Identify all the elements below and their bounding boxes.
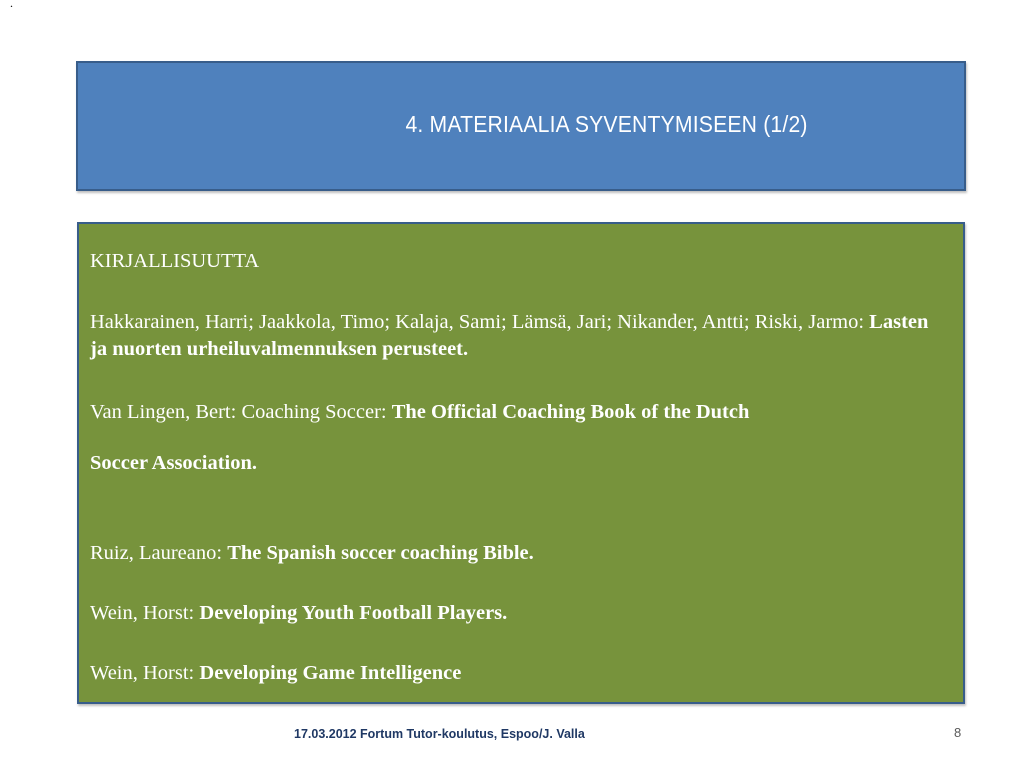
- title-box: [76, 61, 966, 191]
- reference-authors: Hakkarainen, Harri; Jaakkola, Timo; Kalaja, Sami; Lämsä, Jari; Nikander, Antti; Riski, Jarmo:: [90, 311, 870, 333]
- reference-title: Lasten ja nuorten urheiluvalmennuksen perusteet.: [90, 311, 929, 360]
- reference-title: Soccer Association.: [90, 452, 258, 474]
- reference-authors: Wein, Horst:: [90, 662, 200, 684]
- reference-entry: [90, 399, 943, 426]
- slide-title: 4. MATERIAALIA SYVENTYMISEEN (1/2): [405, 111, 808, 137]
- reference-entry: [90, 309, 943, 363]
- page-number: 8: [954, 725, 962, 740]
- footer-text: 17.03.2012 Fortum Tutor-koulutus, Espoo/J. Valla: [294, 727, 585, 741]
- reference-entry: [90, 660, 943, 687]
- content-box: [77, 222, 965, 704]
- reference-title-continued: [90, 450, 943, 477]
- reference-entry: [90, 540, 943, 567]
- reference-entry: [90, 600, 943, 627]
- reference-authors: Ruiz, Laureano:: [90, 542, 228, 564]
- reference-title: The Official Coaching Book of the Dutch: [391, 401, 750, 423]
- reference-authors: Van Lingen, Bert: Coaching Soccer:: [90, 401, 392, 423]
- section-heading: KIRJALLISUUTTA: [90, 250, 260, 272]
- corner-marker: .: [10, 0, 13, 10]
- reference-title: The Spanish soccer coaching Bible.: [227, 542, 534, 564]
- reference-title: Developing Youth Football Players.: [199, 602, 508, 624]
- reference-title: Developing Game Intelligence: [199, 662, 462, 684]
- reference-authors: Wein, Horst:: [90, 602, 200, 624]
